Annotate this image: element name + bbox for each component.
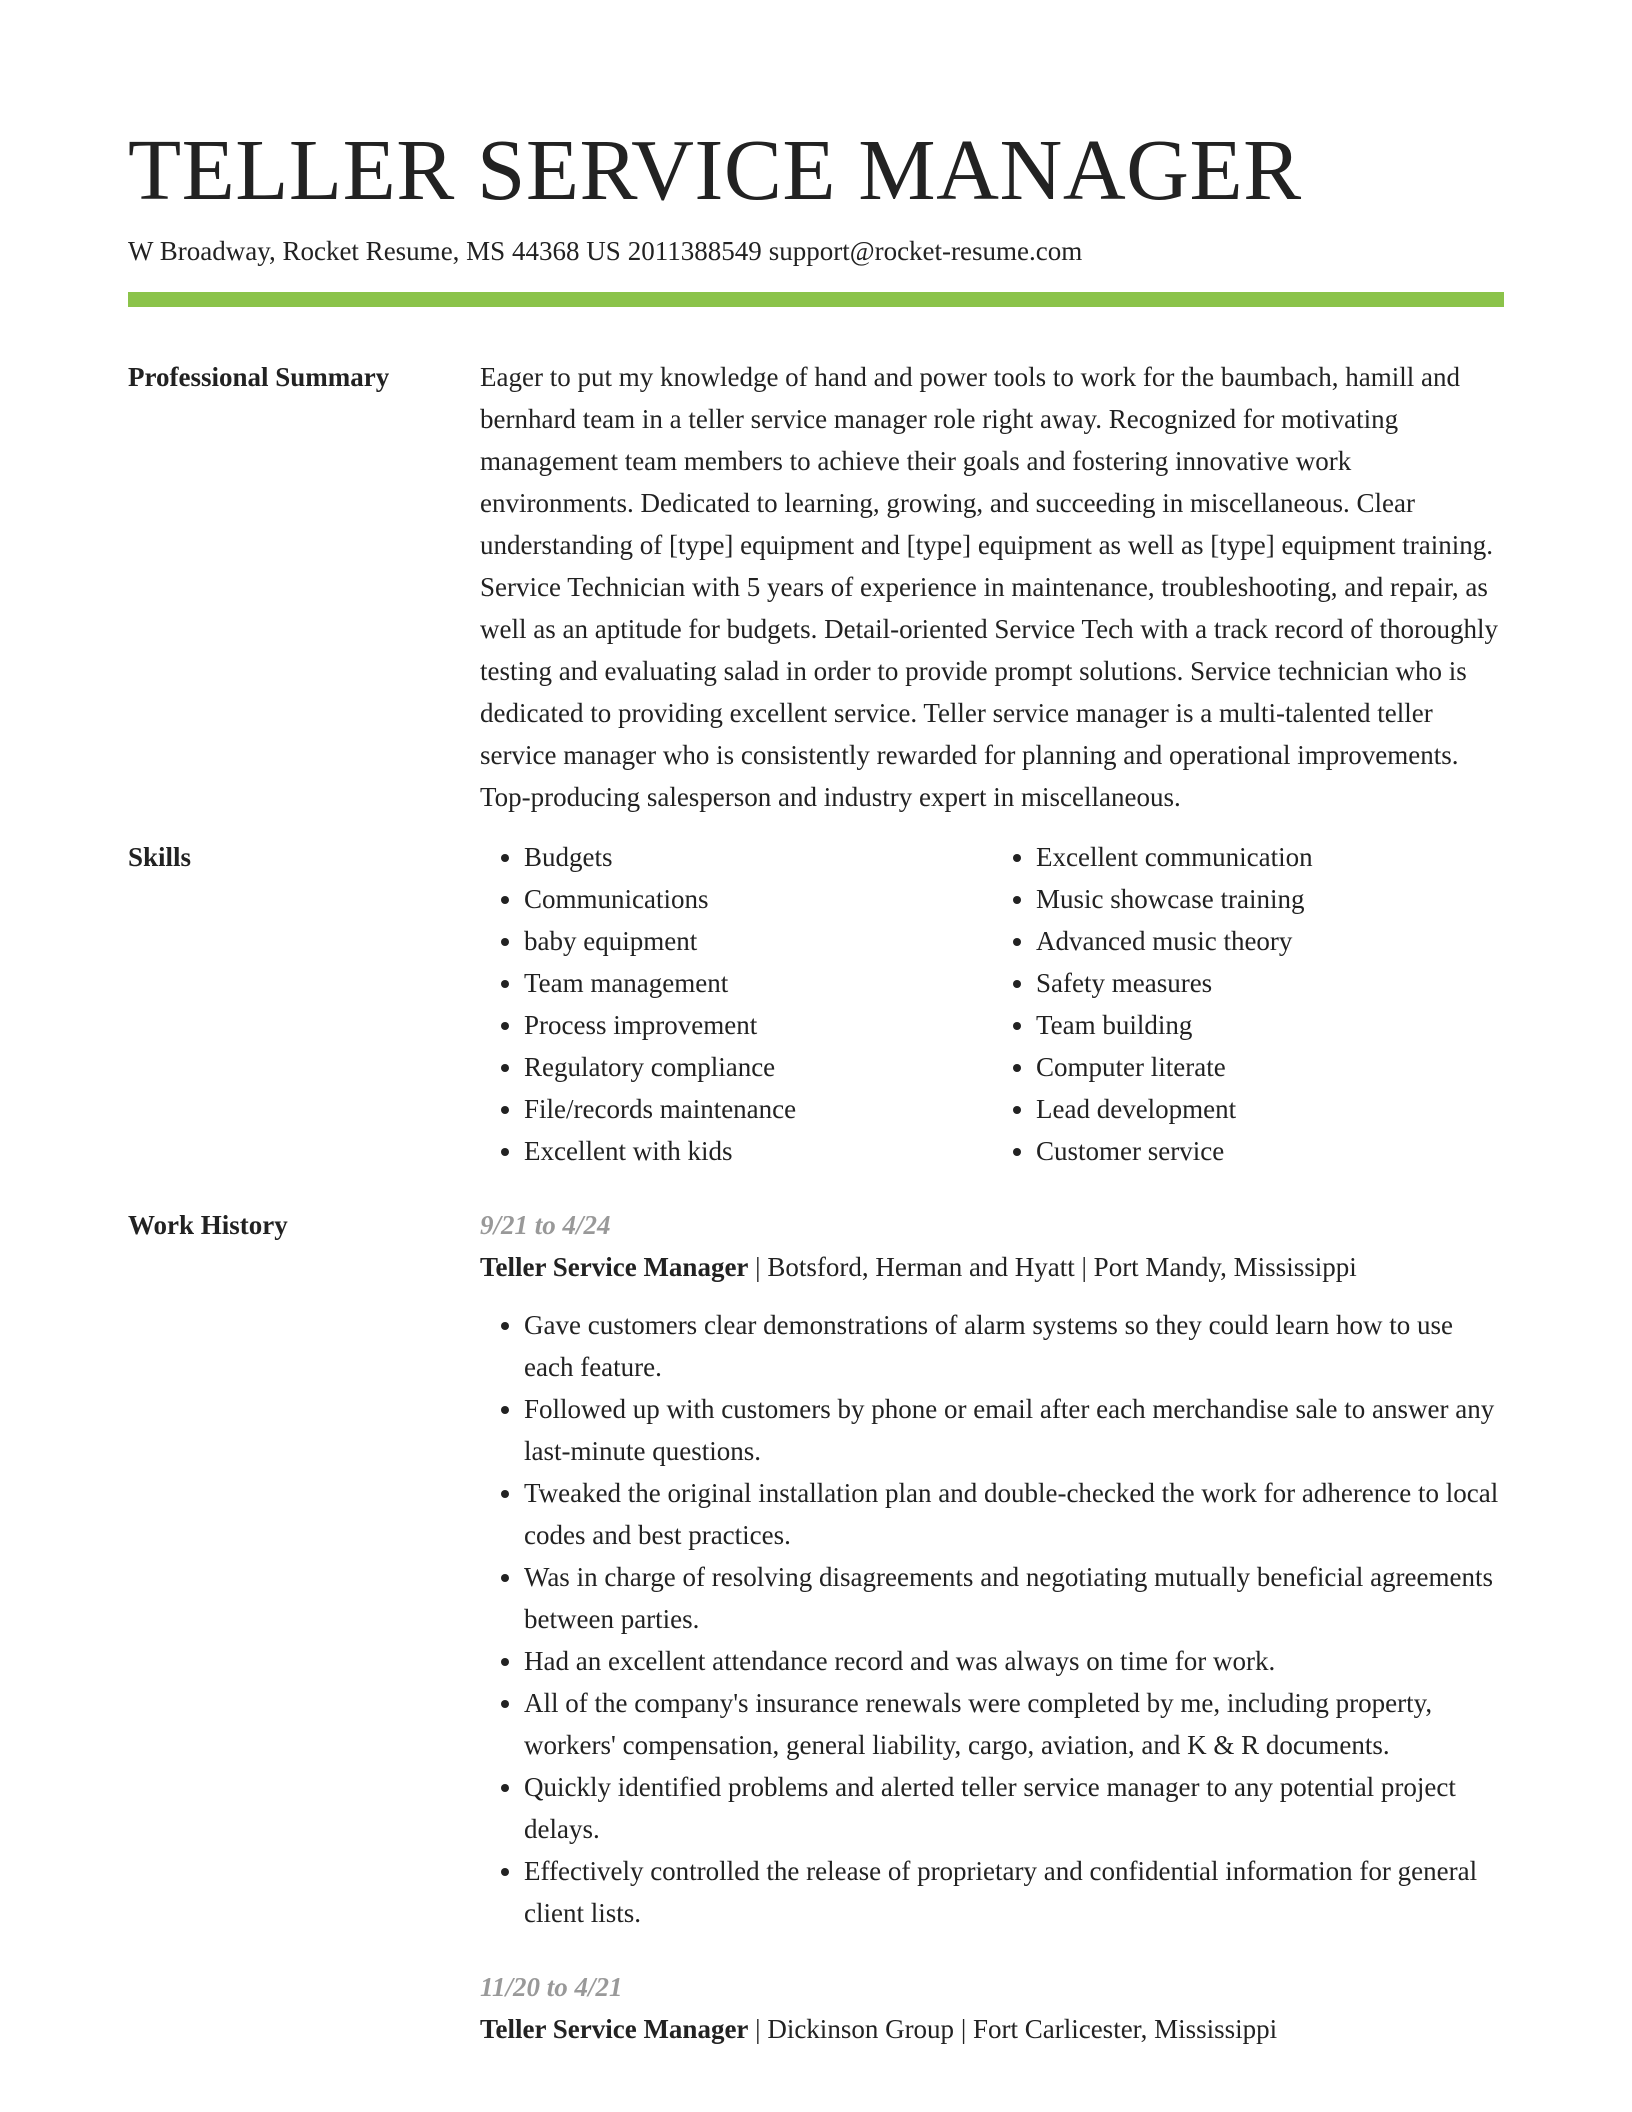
skills-section [128,836,1504,1172]
skill-item: • Safety measures [1036,962,1504,1004]
job-title: Teller Service Manager [480,2014,749,2044]
job-separator: | [755,1252,761,1282]
job-company: Dickinson Group [767,2014,955,2044]
section-heading-skills: Skills [128,842,192,872]
job-entry [480,1966,1504,2050]
job-bullet: • Had an excellent attendance record and was always on time for work. [524,1640,1504,1682]
candidate-name: TELLER SERVICE MANAGER [128,121,1302,218]
job-location: Fort Carlicester, Mississippi [972,2014,1278,2044]
skill-item: • Excellent communication [1036,836,1504,878]
job-heading-line [480,1246,1504,1288]
summary-text: Eager to put my knowledge of hand and power tools to work for the baumbach, hamill and bernhard team in a teller service manager role right away. Recognized for motivating management team members to achieve their goals and fostering innovative work environments. Dedicated to learning, growing, and succeeding in miscellaneous. Clear understanding of [type] equipment and [type] equipment as well as [type] equipment training. Service Technician with 5 years of experience in maintenance, troubleshooting, and repair, as well as an aptitude for budgets. Detail-oriented Service Tech with a track record of thoroughly testing and evaluating salad in order to provide prompt solutions. Service technician who is dedicated to providing excellent service. Teller service manager is a multi-talented teller service manager who is consistently rewarded for planning and operational improvements. Top-producing salesperson and industry expert in miscellaneous. [480,362,1499,812]
resume-page [128,0,1504,2050]
skill-item: • Excellent with kids [524,1130,992,1172]
skill-item: • Music showcase training [1036,878,1504,920]
job-bullet: • Gave customers clear demonstrations of alarm systems so they could learn how to use each feature. [524,1304,1504,1388]
job-bullet: • All of the company's insurance renewals were completed by me, including property, workers' compensation, general liability, cargo, aviation, and K & R documents. [524,1682,1504,1766]
contact-line [128,234,1504,268]
skill-item: • Advanced music theory [1036,920,1504,962]
job-dates: 9/21 to 4/24 [480,1210,611,1240]
skill-item: • File/records maintenance [524,1088,992,1130]
job-location: Port Mandy, Mississippi [1093,1252,1357,1282]
work-history-body [480,1204,1504,2050]
header-divider [128,292,1504,307]
skill-item: • Budgets [524,836,992,878]
summary-body [480,356,1504,818]
job-dates: 11/20 to 4/21 [480,1972,623,2002]
skill-item: • Communications [524,878,992,920]
skill-item: • Computer literate [1036,1046,1504,1088]
skills-grid [480,836,1504,1172]
professional-summary-section [128,356,1504,818]
skills-column-right [992,836,1504,1172]
skills-column-left [480,836,992,1172]
job-bullet: • Was in charge of resolving disagreements and negotiating mutually beneficial agreements between parties. [524,1556,1504,1640]
job-bullet: • Tweaked the original installation plan and double-checked the work for adherence to local codes and best practices. [524,1472,1504,1556]
skill-item: • Regulatory compliance [524,1046,992,1088]
contact-phone: 2011388549 [627,236,762,266]
skill-item: • Customer service [1036,1130,1504,1172]
contact-email: support@rocket-resume.com [768,236,1083,266]
work-history-section [128,1204,1504,2050]
section-heading-summary: Professional Summary [128,362,390,392]
job-bullet: • Effectively controlled the release of proprietary and confidential information for general client lists. [524,1850,1504,1934]
skill-item: • Team management [524,962,992,1004]
skill-item: • Process improvement [524,1004,992,1046]
job-bullet: • Quickly identified problems and alerted teller service manager to any potential project delays. [524,1766,1504,1850]
skill-item: • baby equipment [524,920,992,962]
section-heading-work: Work History [128,1210,288,1240]
job-separator: | [755,2014,761,2044]
job-bullet: • Followed up with customers by phone or email after each merchandise sale to answer any last-minute questions. [524,1388,1504,1472]
job-entry [480,1204,1504,1934]
skill-item: • Team building [1036,1004,1504,1046]
job-company: Botsford, Herman and Hyatt [767,1252,1075,1282]
job-separator: | [960,2014,967,2044]
job-title: Teller Service Manager [480,1252,749,1282]
job-heading-line [480,2008,1504,2050]
contact-address: W Broadway, Rocket Resume, MS 44368 US [128,236,621,266]
job-separator: | [1081,1252,1087,1282]
job-bullet-list [480,1304,1504,1934]
skill-item: • Lead development [1036,1088,1504,1130]
